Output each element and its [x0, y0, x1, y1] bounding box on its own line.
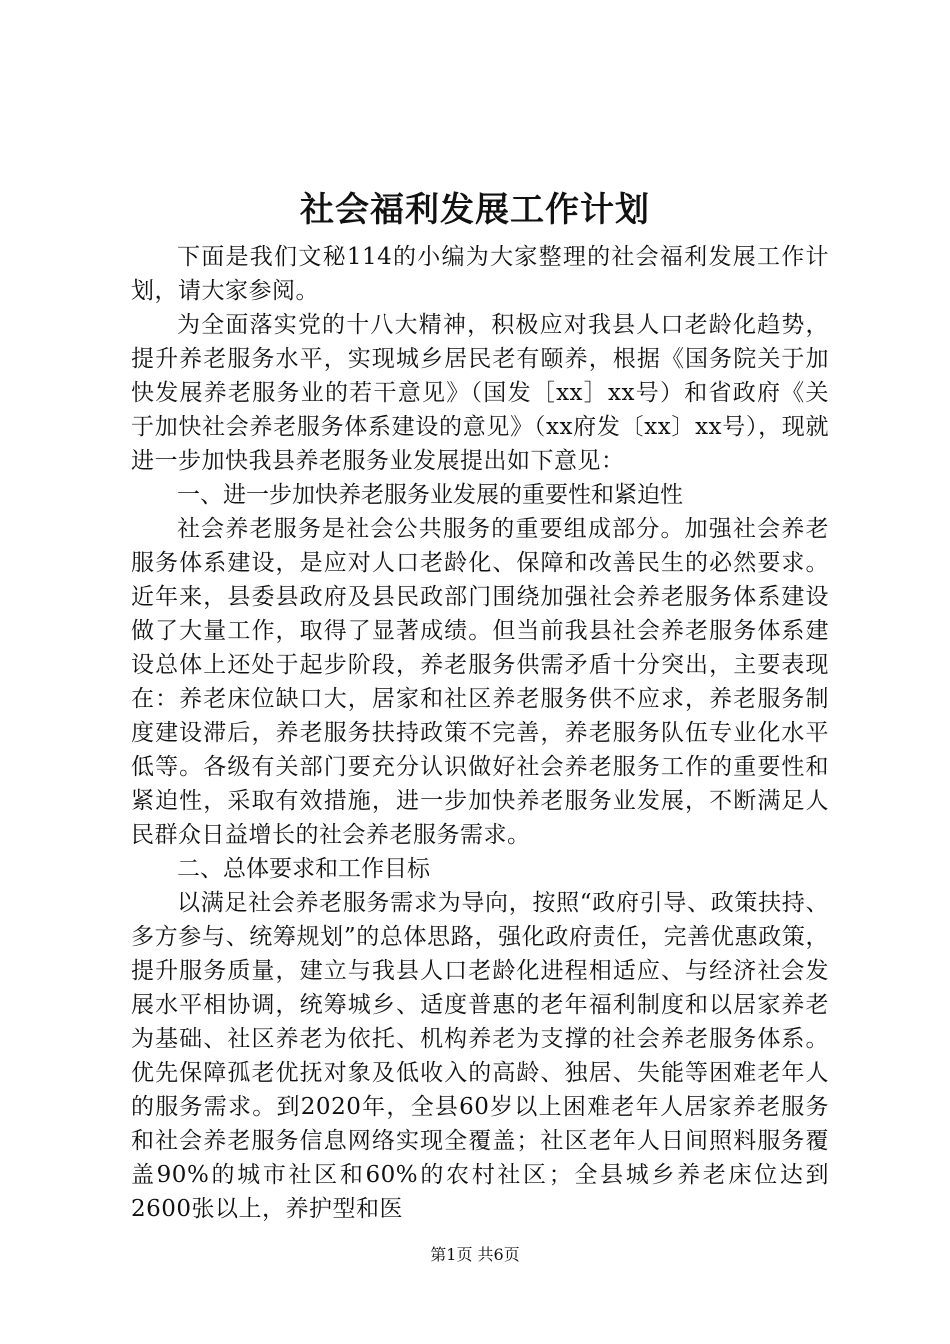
paragraph-2: 社会养老服务是社会公共服务的重要组成部分。加强社会养老服务体系建设，是应对人口老龄化、保障和改善民生的必然要求。近年来，县委县政府及县民政部门围绕加强社会养老服务体系建设做了大量工作，取得了显著成绩。但当前我县社会养老服务体系建设总体上还处于起步阶段，养老服务供需矛盾十分突出，主要表现在：养老床位缺口大，居家和社区养老服务供不应求，养老服务制度建设滞后，养老服务扶持政策不完善，养老服务队伍专业化水平低等。各级有关部门要充分认识做好社会养老服务工作的重要性和紧迫性，采取有效措施，进一步加快养老服务业发展，不断满足人民群众日益增长的社会养老服务需求。: [131, 516, 829, 848]
paragraph-3: 以满足社会养老服务需求为导向，按照“政府引导、政策扶持、多方参与、统筹规划”的总体思路，强化政府责任，完善优惠政策，提升服务质量，建立与我县人口老龄化进程相适应、与经济社会发展水平相协调，统筹城乡、适度普惠的老年福利制度和以居家养老为基础、社区养老为依托、机构养老为支撑的社会养老服务体系。优先保障孤老优抚对象及低收入的高龄、独居、失能等困难老年人的服务需求。到2020年，全县60岁以上困难老年人居家养老服务和社会养老服务信息网络实现全覆盖；社区老年人日间照料服务覆盖90%的城市社区和60%的农村社区；全县城乡养老床位达到2600张以上，养护型和医: [131, 890, 829, 1222]
section-heading-1: 一、进一步加快养老服务业发展的重要性和紧迫性: [177, 482, 683, 508]
paragraph-1: 为全面落实党的十八大精神，积极应对我县人口老龄化趋势，提升养老服务水平，实现城乡居民老有颐养，根据《国务院关于加快发展养老服务业的若干意见》（国发［xx］xx号）和省政府《关于加快社会养老服务体系建设的意见》（xx府发〔xx〕xx号），现就进一步加快我县养老服务业发展提出如下意见：: [131, 312, 829, 474]
page-footer: 第1页 共6页: [430, 1245, 520, 1264]
document-body: [131, 240, 829, 1226]
intro-paragraph: 下面是我们文秘114的小编为大家整理的社会福利发展工作计划，请大家参阅。: [131, 244, 829, 304]
page-title: 社会福利发展工作计划: [300, 190, 650, 230]
section-heading-2: 二、总体要求和工作目标: [177, 856, 430, 882]
